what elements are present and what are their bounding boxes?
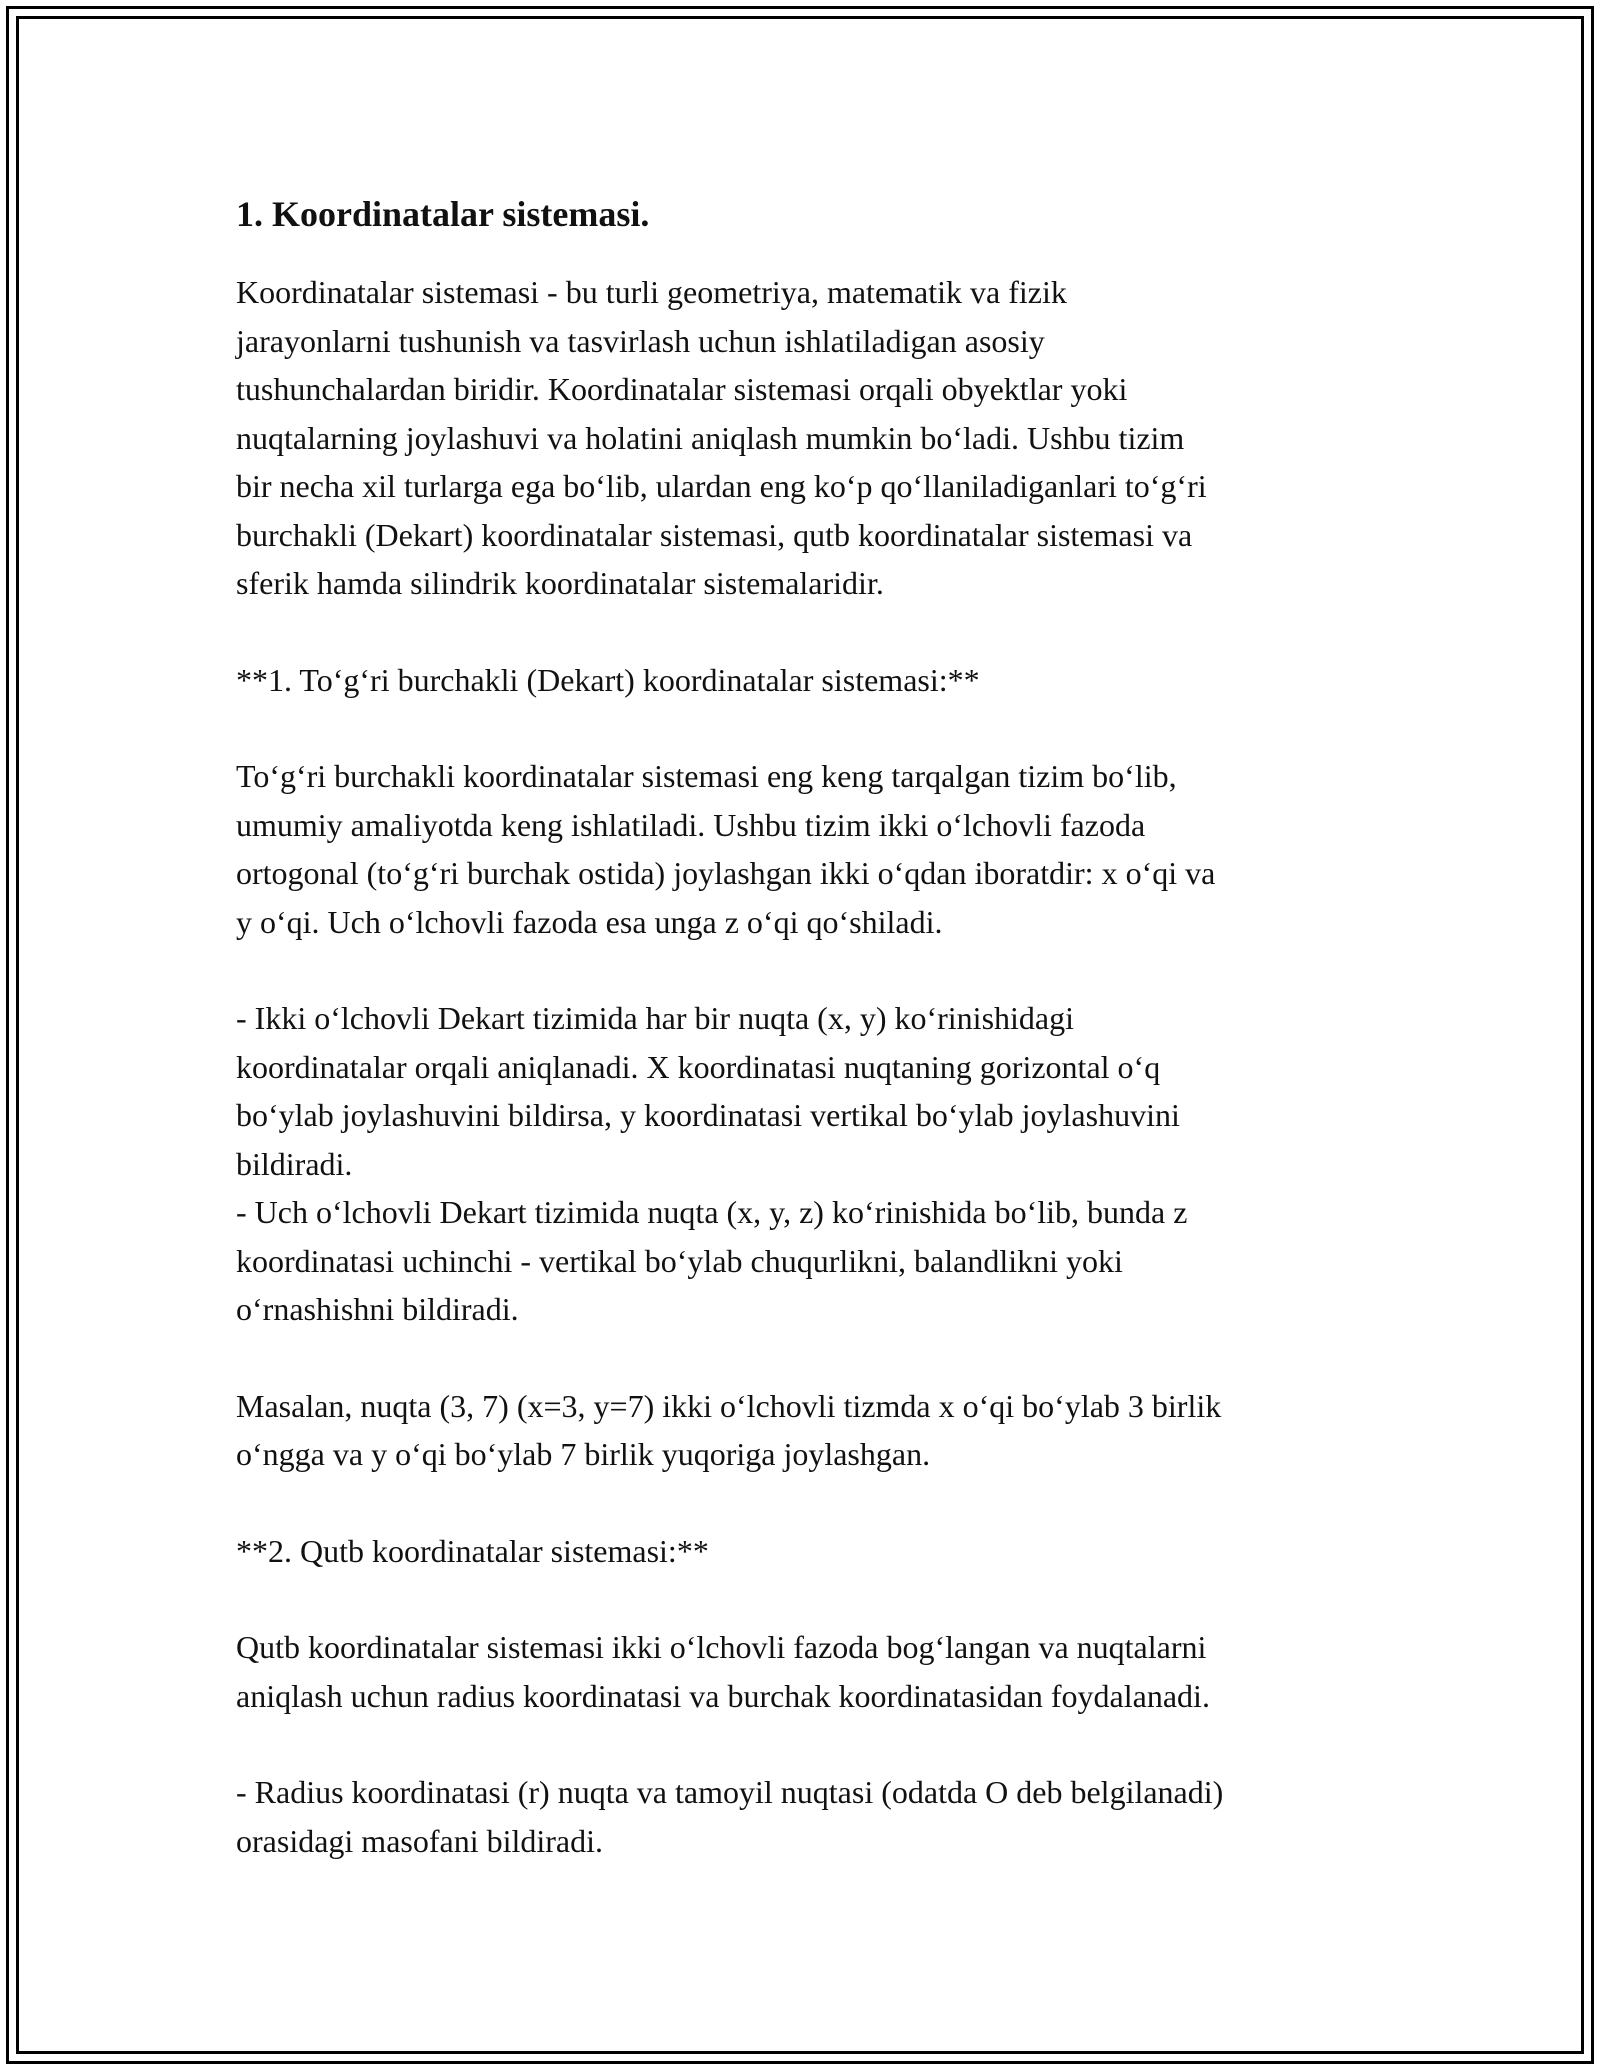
cartesian-bullets — [236, 994, 1386, 1334]
document-heading: 1. Koordinatalar sistemasi. — [236, 194, 650, 234]
cartesian-paragraph — [236, 752, 1386, 946]
text-line: y o‘qi. Uch o‘lchovli fazoda esa unga z o‘qi qo‘shiladi. — [236, 903, 943, 940]
text-line: bildiradi. — [236, 1145, 353, 1182]
polar-paragraph — [236, 1623, 1386, 1720]
text-line: **1. To‘g‘ri burchakli (Dekart) koordinatalar sistemasi:** — [236, 661, 980, 698]
text-line: To‘g‘ri burchakli koordinatalar sistemasi eng keng tarqalgan tizim bo‘lib, — [236, 758, 1177, 794]
polar-bullet — [236, 1768, 1386, 1865]
text-line: tushunchalardan biridir. Koordinatalar sistemasi orqali obyektlar yoki — [236, 371, 1128, 407]
section-heading-polar — [236, 1527, 1386, 1576]
text-line: o‘rnashishni bildiradi. — [236, 1291, 519, 1327]
text-line: bir necha xil turlarga ega bo‘lib, ulardan eng ko‘p qo‘llaniladiganlari to‘g‘ri — [236, 468, 1207, 504]
text-line: koordinatasi uchinchi - vertikal bo‘ylab chuqurlikni, balandlikni yoki — [236, 1242, 1123, 1279]
text-line: burchakli (Dekart) koordinatalar sistemasi, qutb koordinatalar sistemasi va — [236, 516, 1193, 553]
text-line: sferik hamda silindrik koordinatalar sistemalaridir. — [236, 565, 884, 601]
example-paragraph — [236, 1382, 1386, 1479]
section-heading-cartesian — [236, 656, 1386, 705]
text-line: Masalan, nuqta (3, 7) (x=3, y=7) ikki o‘lchovli tizmda x o‘qi bo‘ylab 3 birlik — [236, 1387, 1222, 1424]
text-line: umumiy amaliyotda keng ishlatiladi. Ushbu tizim ikki o‘lchovli fazoda — [236, 806, 1146, 843]
text-line: - Radius koordinatasi (r) nuqta va tamoyil nuqtasi (odatda O deb belgilanadi) — [236, 1774, 1224, 1810]
document-blocks — [236, 268, 1386, 1865]
text-line: o‘ngga va y o‘qi bo‘ylab 7 birlik yuqoriga joylashgan. — [236, 1436, 931, 1472]
document-body — [236, 190, 1386, 1913]
text-line: - Uch o‘lchovli Dekart tizimida nuqta (x, y, z) ko‘rinishida bo‘lib, bunda z — [236, 1194, 1188, 1230]
text-line: jarayonlarni tushunish va tasvirlash uchun ishlatiladigan asosiy — [236, 322, 1045, 359]
text-line: ortogonal (to‘g‘ri burchak ostida) joylashgan ikki o‘qdan iboratdir: x o‘qi va — [236, 855, 1216, 891]
text-line: Qutb koordinatalar sistemasi ikki o‘lchovli fazoda bog‘langan va nuqtalarni — [236, 1629, 1207, 1665]
text-line: - Ikki o‘lchovli Dekart tizimida har bir nuqta (x, y) ko‘rinishidagi — [236, 1000, 1074, 1036]
text-line: Koordinatalar sistemasi - bu turli geometriya, matematik va fizik — [236, 274, 1067, 310]
text-line: **2. Qutb koordinatalar sistemasi:** — [236, 1532, 709, 1569]
text-line: aniqlash uchun radius koordinatasi va burchak koordinatasidan foydalanadi. — [236, 1677, 1210, 1714]
text-line: koordinatalar orqali aniqlanadi. X koordinatasi nuqtaning gorizontal o‘q — [236, 1048, 1161, 1085]
text-line: nuqtalarning joylashuvi va holatini aniqlash mumkin bo‘ladi. Ushbu tizim — [236, 419, 1185, 456]
text-line: orasidagi masofani bildiradi. — [236, 1822, 604, 1859]
text-line: bo‘ylab joylashuvini bildirsa, y koordinatasi vertikal bo‘ylab joylashuvini — [236, 1097, 1180, 1133]
intro-paragraph — [236, 268, 1386, 608]
